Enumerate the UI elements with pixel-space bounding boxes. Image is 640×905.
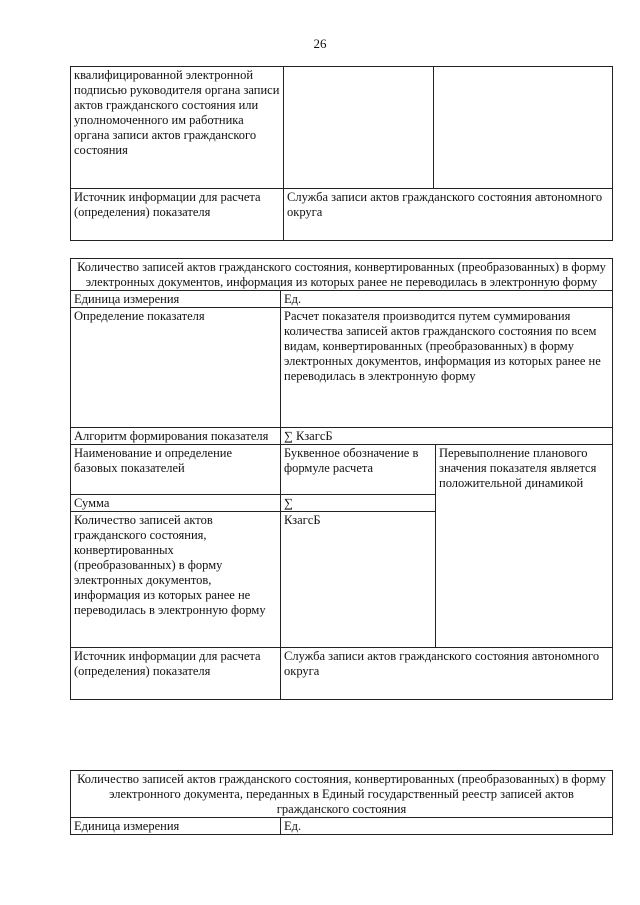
algorithm-value: ∑ КзагсБ	[281, 428, 613, 445]
table-row	[71, 428, 613, 445]
table-row	[71, 259, 613, 291]
empty-cell	[284, 67, 434, 189]
table-row	[71, 189, 613, 241]
empty-cell	[434, 67, 613, 189]
source-value: Служба записи актов гражданского состояния автономного округа	[281, 648, 613, 700]
table-row	[71, 291, 613, 308]
base-indicators-label: Наименование и определение базовых показателей	[71, 445, 281, 495]
algorithm-label: Алгоритм формирования показателя	[71, 428, 281, 445]
source-value: Служба записи актов гражданского состояния автономного округа	[284, 189, 613, 241]
unit-value: Ед.	[281, 818, 613, 835]
indicator-title: Количество записей актов гражданского состояния, конвертированных (преобразованных) в форму электронного документа, переданных в Единый государственный реестр записей актов гражданского состояния	[71, 771, 613, 818]
dynamics-note: Перевыполнение планового значения показателя является положительной динамикой	[436, 445, 613, 648]
table-row	[71, 67, 613, 189]
table-row	[71, 445, 613, 495]
table-row	[71, 648, 613, 700]
indicator-table-2	[70, 770, 613, 835]
table-row	[71, 771, 613, 818]
definition-value: Расчет показателя производится путем суммирования количества записей актов гражданского состояния по всем видам, конвертированных (преобразованных) в форму электронных документов, информация из которых ранее не переводилась в электронную форму	[281, 308, 613, 428]
letter-designation-label: Буквенное обозначение в формуле расчета	[281, 445, 436, 495]
indicator-table	[70, 258, 613, 700]
sum-label: Сумма	[71, 495, 281, 512]
unit-label: Единица измерения	[71, 818, 281, 835]
unit-value: Ед.	[281, 291, 613, 308]
table-continuation	[70, 66, 613, 241]
count-symbol: КзагсБ	[281, 512, 436, 648]
sum-symbol: ∑	[281, 495, 436, 512]
source-label: Источник информации для расчета (определения) показателя	[71, 189, 284, 241]
page-number: 26	[313, 36, 327, 51]
table-row	[71, 818, 613, 835]
unit-label: Единица измерения	[71, 291, 281, 308]
signature-cell: квалифицированной электронной подписью руководителя органа записи актов гражданского состояния или уполномоченного им работника органа записи актов гражданского состояния	[71, 67, 284, 189]
definition-label: Определение показателя	[71, 308, 281, 428]
count-label: Количество записей актов гражданского состояния, конвертированных (преобразованных) в форму электронных документов, информация из которых ранее не переводилась в электронную форму	[71, 512, 281, 648]
table-row	[71, 308, 613, 428]
source-label: Источник информации для расчета (определения) показателя	[71, 648, 281, 700]
indicator-title: Количество записей актов гражданского состояния, конвертированных (преобразованных) в форму электронных документов, информация из которых ранее не переводилась в электронную форму	[71, 259, 613, 291]
